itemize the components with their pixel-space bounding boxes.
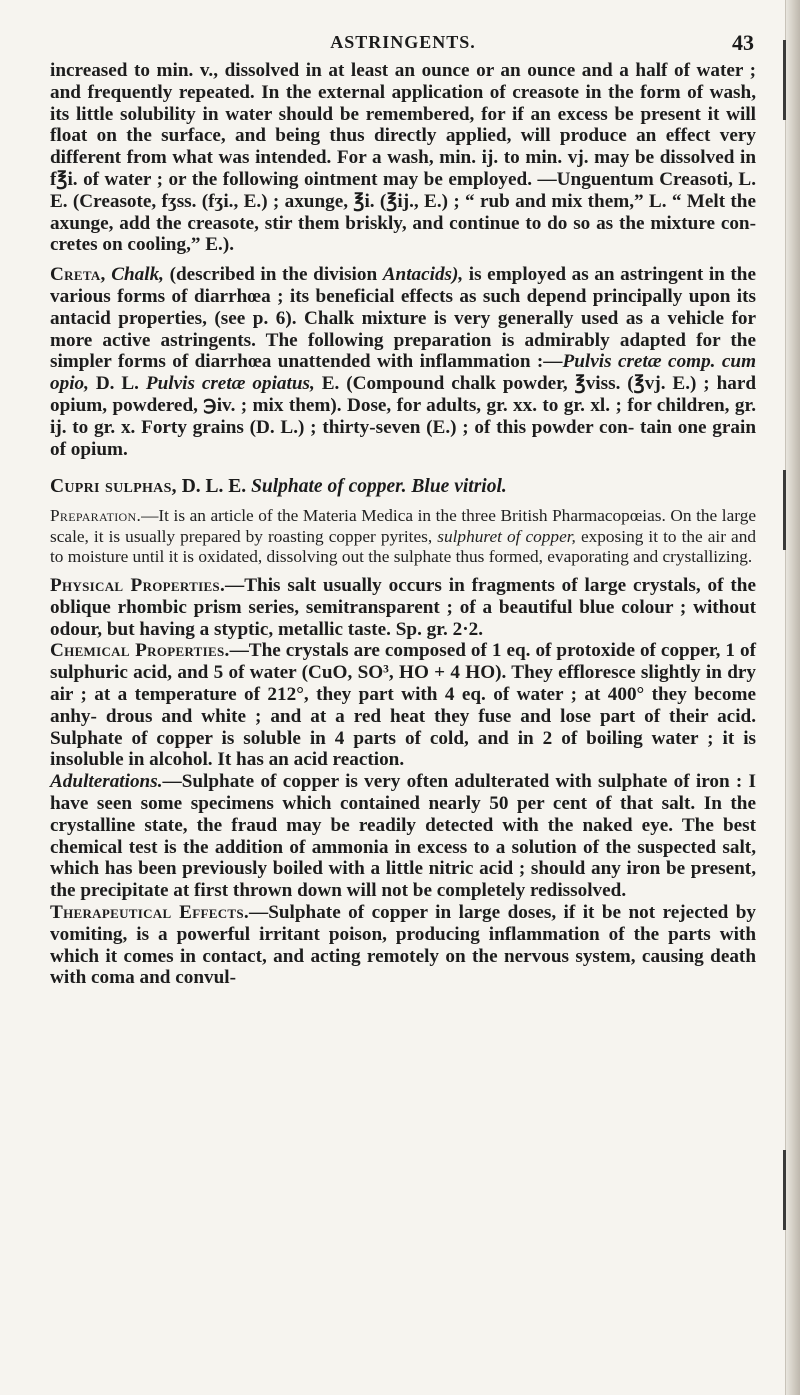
page-number: 43 xyxy=(732,30,754,55)
creta-text-b: is employed as an astringent in the various forms of diarrhœa ; its beneficial effects as such depend principally upon its antacid properties, (see p. 6). Chalk mixture is very generally used as a vehicle for more active astringents. The following preparation is admirably adapted for the simpler forms of diarrhœa unattended with inflammation :— xyxy=(50,264,756,373)
therapeutical-text: —Sulphate of copper in large doses, if it be not rejected by vomiting, is a powerful irritant poison, producing inflammation of the parts with which it comes in contact, and acting remotely on the nervous system, causing death with coma and convul- xyxy=(50,901,756,989)
edge-mark-middle xyxy=(783,470,786,550)
creta-text-a: (described in the division xyxy=(169,264,378,286)
page-edge-shadow xyxy=(785,0,800,1395)
pulvis-cretae-opiatus: Pulvis cretæ opiatus, xyxy=(145,373,315,395)
paragraph-creta xyxy=(50,264,756,460)
physical-text: —This salt usually occurs in fragments of large crystals, of the oblique rhombic prism series, semitransparent ; of a beautiful blue colour ; without odour, but having a styptic, metallic taste. Sp. gr. 2·2. xyxy=(50,574,756,640)
edge-mark-bottom xyxy=(783,1150,786,1230)
adulterations-text: —Sulphate of copper is very often adulterated with sulphate of iron : I have seen some specimens which contained nearly 50 per cent of that salt. In the crystalline state, the fraud may be readily detected with the naked eye. The best chemical test is the addition of ammonia in excess to a solution of the suspected salt, which has been previously boiled with a little nitric acid ; should any iron be present, the precipitate at first thrown down will not be completely redissolved. xyxy=(50,771,756,902)
paragraph-creasote-continued: increased to min. v., dissolved in at least an ounce or an ounce and a half of water ; and frequently repeated. In the external application of creasote in the form of wash, its little solubility in water should be remembered, for if an excess be present it will float on the surface, and being thus directly applied, will produce an effect very different from what was intended. For a wash, min. ij. to min. vj. may be dissolved in f℥i. of water ; or the following ointment may be employed. —Unguentum Creasoti, L. E. (Creasote, fʒss. (fʒi., E.) ; axunge, ℥i. (℥ij., E.) ; “ rub and mix them,” L. “ Melt the axunge, add the creasote, stir them briskly, and continue to do so as the mixture con- cretes on cooling,” E.). xyxy=(50,60,756,256)
paragraph-physical xyxy=(50,575,756,640)
running-head: ASTRINGENTS. xyxy=(330,32,476,52)
sulphuret-of-copper: sulphuret of copper, xyxy=(437,526,576,546)
cupri-heading-name: Cupri sulphas, xyxy=(50,476,177,498)
therapeutical-heading: Therapeutical Effects. xyxy=(50,901,250,923)
antacids-reference: Antacids), xyxy=(382,264,464,286)
creta-heading: Creta, xyxy=(50,264,106,286)
adulterations-heading: Adulterations. xyxy=(50,771,163,793)
pulvis-cretae-comp: Pulvis cretæ comp. cum opio, xyxy=(50,351,756,395)
cupri-common-name: Sulphate of copper. Blue vitriol. xyxy=(251,476,507,498)
edge-mark-top xyxy=(783,40,786,120)
preparation-text-a: —It is an article of the Materia Medica in the three British Pharmacopœias. On the large scale, it is usually prepared by roasting copper pyrites, xyxy=(50,506,756,546)
physical-heading: Physical Properties. xyxy=(50,574,226,596)
cupri-codes: D. L. E. xyxy=(181,476,247,498)
creta-text-c: D. L. xyxy=(95,373,139,395)
chemical-text: —The crystals are composed of 1 eq. of protoxide of copper, 1 of sulphuric acid, and 5 of water (CuO, SO³, HO + 4 HO). They effloresce slightly in dry air ; at a temperature of 212°, they part with 4 eq. of water ; at 400° they become anhy- drous and white ; and at a red heat they fuse and lose part of their acid. Sulphate of copper is soluble in 4 parts of cold, and in 2 of boiling water ; it is insoluble in alcohol. It has an acid reaction. xyxy=(50,640,757,771)
chemical-heading: Chemical Properties. xyxy=(50,640,230,662)
preparation-heading: Preparation. xyxy=(50,506,142,526)
preparation-text-b: exposing it to the air and to moisture until it is oxidated, dissolving out the sulphate thus formed, evaporating and crystallizing. xyxy=(50,526,757,566)
cupri-sulphas-heading xyxy=(50,476,756,498)
page-header xyxy=(50,30,756,58)
paragraph-adulterations xyxy=(50,771,756,902)
paragraph-therapeutical xyxy=(50,902,756,989)
paragraph-chemical xyxy=(50,640,756,771)
creta-text-d: E. (Compound chalk powder, ℥viss. (℥vj. E.) ; hard opium, powdered, ℈iv. ; mix them). Dose, for adults, gr. xx. to gr. xl. ; for children, gr. ij. to gr. x. Forty grains (D. L.) ; thirty-seven (E.) ; of this powder con- tain one grain of opium. xyxy=(50,373,757,460)
creta-common-name: Chalk, xyxy=(111,264,164,286)
body-text xyxy=(50,60,756,989)
paragraph-preparation xyxy=(50,506,756,567)
